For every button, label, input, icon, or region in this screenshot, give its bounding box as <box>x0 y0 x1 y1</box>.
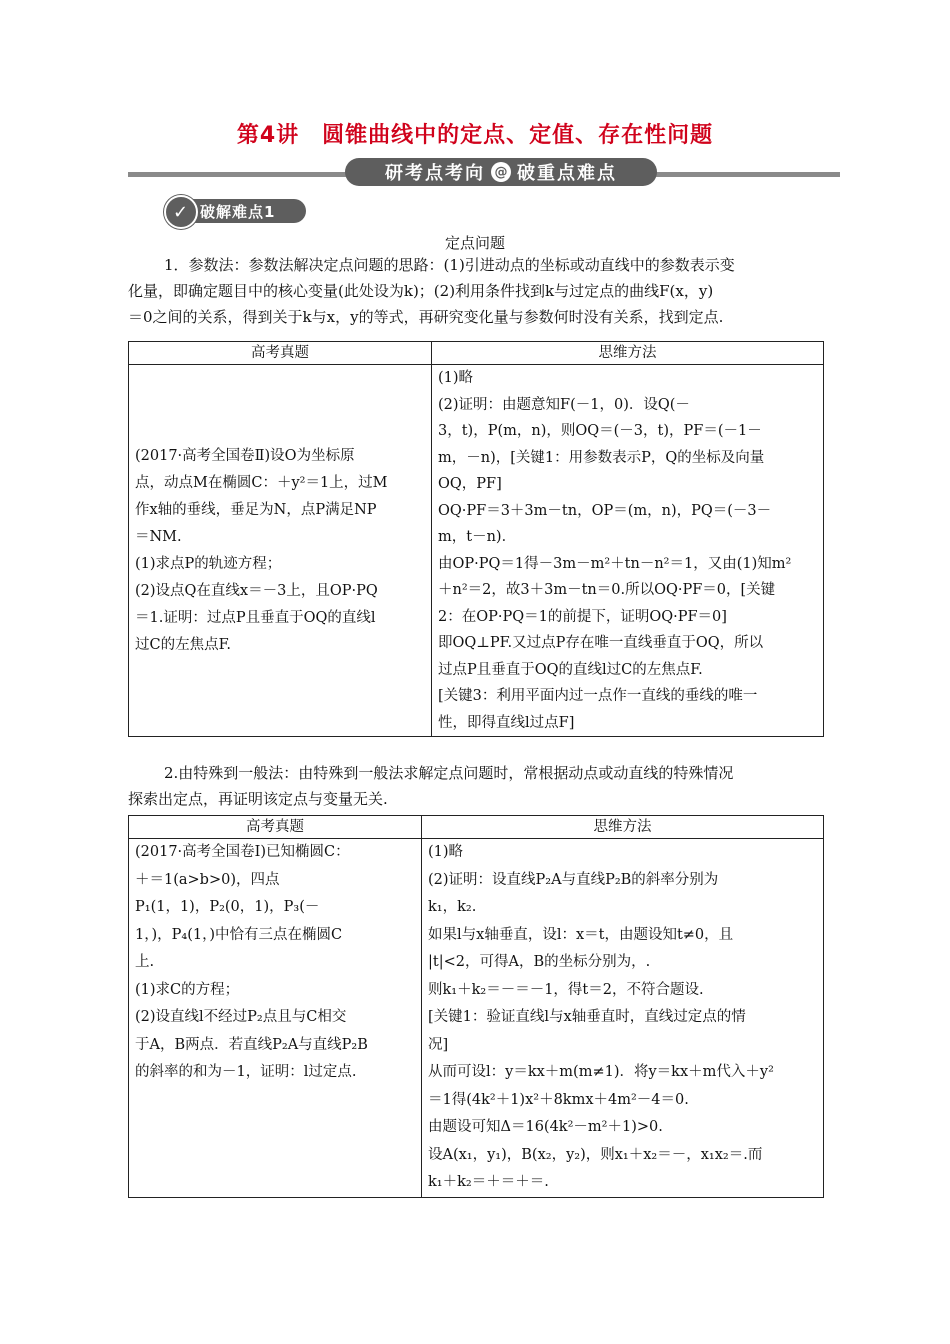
question-line: 作x轴的垂线，垂足为N，点P满足NP <box>135 501 377 518</box>
solution-line: OQ，PF] <box>438 476 502 492</box>
solution-line: m，t－n)． <box>438 529 517 545</box>
question-line: 过C的左焦点F. <box>135 636 232 653</box>
solution-line: ＋n²＝2，故3＋3m－tn＝0.所以OQ·PF＝0，[关键 <box>438 582 776 598</box>
solution-line: 由题设可知Δ＝16(4k²－m²＋1)>0. <box>428 1119 663 1135</box>
solution-line: 设A(x₁，y₁)，B(x₂，y₂)，则x₁＋x₂＝－，x₁x₂＝.而 <box>428 1146 763 1163</box>
paragraph-line: ＝0之间的关系，得到关于k与x，y的等式，再研究变化量与参数何时没有关系，找到定点. <box>128 308 724 326</box>
question-line: 1，)，P₄(1，)中恰有三点在椭圆C <box>135 926 343 943</box>
question-line: 上. <box>135 954 155 970</box>
solution-method-cell <box>432 365 824 737</box>
question-line: (2)设直线l不经过P₂点且与C相交 <box>135 1009 347 1025</box>
question-line: 于A，B两点．若直线P₂A与直线P₂B <box>135 1036 368 1053</box>
solution-line: 即OQ⊥PF.又过点P存在唯一直线垂直于OQ，所以 <box>438 635 764 651</box>
solution-line: 3，t)，P(m，n)，则OQ＝(－3，t)，PF＝(－1－ <box>438 423 762 439</box>
paragraph-line: 化量，即确定题目中的核心变量(此处设为k)；(2)利用条件找到k与过定点的曲线F(x，y) <box>128 282 714 300</box>
example-table-2 <box>128 815 824 1198</box>
solution-line: k₁＋k₂＝＋＝＋＝. <box>428 1174 549 1190</box>
solution-line: [关键3：利用平面内过一点作一直线的垂线的唯一 <box>438 688 758 704</box>
question-line: 点，动点M在椭圆C：＋y²＝1上，过M <box>135 474 388 491</box>
solution-line: 况] <box>428 1036 449 1053</box>
paragraph-line: 2.由特殊到一般法：由特殊到一般法求解定点问题时，常根据动点或动直线的特殊情况 <box>164 764 734 782</box>
solution-line: (2)证明：设直线P₂A与直线P₂B的斜率分别为 <box>428 871 719 888</box>
exam-question-cell <box>129 365 432 737</box>
question-line: (1)求C的方程； <box>135 981 240 998</box>
method-paragraph-1 <box>128 252 825 330</box>
table-header: 高考真题 <box>129 342 432 365</box>
paragraph-line: 探索出定点，再证明该定点与变量无关. <box>128 790 388 808</box>
solution-line: |t|<2，可得A，B的坐标分别为，. <box>428 954 651 970</box>
solution-line: [关键1：验证直线l与x轴垂直时，直线过定点的情 <box>428 1009 746 1025</box>
question-line: ＋＝1(a>b>0)，四点 <box>135 871 280 888</box>
table-header: 思维方法 <box>432 342 824 365</box>
at-icon: @ <box>491 162 511 182</box>
check-icon: ✓ <box>164 195 198 229</box>
solution-line: 性，即得直线l过点F] <box>438 714 575 731</box>
difficulty-badge <box>170 199 306 223</box>
paragraph-line: 1．参数法：参数法解决定点问题的思路：(1)引进动点的坐标或动直线中的参数表示变 <box>164 256 735 274</box>
question-line: ＝NM. <box>135 528 182 545</box>
section-banner <box>345 158 657 186</box>
section-heading: 定点问题 <box>444 234 505 252</box>
badge-label: 破解难点1 <box>200 202 276 221</box>
table-header: 高考真题 <box>129 816 422 839</box>
solution-line: (1)略 <box>428 844 464 860</box>
solution-line: OQ·PF＝3＋3m－tn，OP＝(m，n)，PQ＝(－3－ <box>438 502 772 519</box>
solution-method-cell <box>422 839 824 1198</box>
lecture-title: 第4讲 圆锥曲线中的定点、定值、存在性问题 <box>236 123 714 148</box>
question-line: 的斜率的和为－1，证明：l过定点. <box>135 1064 357 1080</box>
solution-line: ＝1得(4k²＋1)x²＋8kmx＋4m²－4＝0. <box>428 1091 689 1108</box>
solution-line: (2)证明：由题意知F(－1，0)．设Q(－ <box>438 396 690 413</box>
example-table-1 <box>128 341 824 737</box>
question-line: ＝1.证明：过点P且垂直于OQ的直线l <box>135 609 376 626</box>
question-line: (1)求点P的轨迹方程； <box>135 555 282 572</box>
solution-line: 则k₁＋k₂＝－＝－1，得t＝2，不符合题设. <box>428 981 704 998</box>
banner-right-text: 破重点难点 <box>517 163 617 184</box>
question-line: (2017·高考全国卷Ⅰ)已知椭圆C： <box>135 844 350 860</box>
table-header: 思维方法 <box>422 816 824 839</box>
question-line: P₁(1，1)，P₂(0，1)，P₃(－ <box>135 899 320 915</box>
solution-line: 从而可设l：y＝kx＋m(m≠1)．将y＝kx＋m代入＋y² <box>428 1064 774 1080</box>
solution-line: 2：在OP·PQ＝1的前提下，证明OQ·PF＝0] <box>438 608 727 625</box>
question-line: (2017·高考全国卷Ⅱ)设O为坐标原 <box>135 447 355 464</box>
solution-line: 由OP·PQ＝1得－3m－m²＋tn－n²＝1，又由(1)知m² <box>438 555 792 572</box>
solution-line: m，－n)，[关键1：用参数表示P，Q的坐标及向量 <box>438 449 765 466</box>
solution-line: 过点P且垂直于OQ的直线l过C的左焦点F. <box>438 661 703 678</box>
solution-line: 如果l与x轴垂直，设l：x＝t，由题设知t≠0，且 <box>428 926 734 943</box>
exam-question-cell <box>129 839 422 1198</box>
solution-line: (1)略 <box>438 370 474 386</box>
banner-left-text: 研考点考向 <box>385 163 485 184</box>
question-line: (2)设点Q在直线x＝－3上，且OP·PQ <box>135 582 378 599</box>
method-paragraph-2 <box>128 760 825 812</box>
solution-line: k₁，k₂. <box>428 899 477 915</box>
